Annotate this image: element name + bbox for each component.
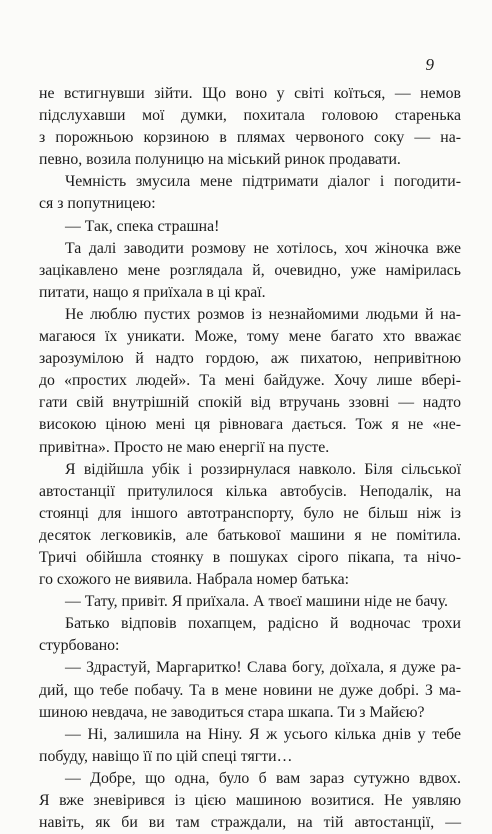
text-line: магаюся їх уникати. Може, тому мене багато хто вважає [39,328,461,346]
paragraph [39,459,461,592]
paragraph [39,591,461,613]
text-line: десяток легковиків, але батькової машини я не помітила. [39,526,461,544]
text-line: зарозумілою й надто гордою, аж пихатою, непривітною [39,350,461,368]
text-line: автостанції притулилося кілька автобусів. Неподалік, на [39,482,461,500]
text-line: Я вже зневірився із цією машиною возитися. Не уявляю [39,792,461,809]
text-line: Я відійшла убік і роззирнулася навколо. Біля сільської [65,460,461,478]
text-line: привітна». Просто не маю енергії на пусте. [39,438,330,456]
page-number: 9 [425,55,434,74]
text-body [39,83,461,834]
text-line: до «простих людей». Та мені байдуже. Хочу лише вбері- [39,372,461,390]
paragraph [39,238,461,304]
paragraph [39,768,461,834]
text-line: — Ні, залишила на Ніну. Я ж усього кілька днів у тебе [65,725,461,743]
text-line: стурбовано: [39,637,120,655]
text-line: навіть, як би ви там страждали, на тій автостанції, — [39,814,461,832]
text-line: високою ціною мені ця рівновага дається. Тож я не «не- [39,416,461,434]
text-line: — Так, спека страшна! [65,217,220,235]
paragraph [39,724,461,768]
paragraph [39,613,461,657]
text-line: не встигнувши зійти. Що воно у світі коїться, — немов [39,85,461,102]
paragraph [39,83,461,171]
text-line: з порожньою корзиною в плямах червоного соку — на- [39,129,461,147]
text-line: підслухавши мої думки, похитала головою старенька [39,107,461,125]
text-line: дий, що тебе побачу. Та в мене новини не дуже добрі. З ма- [39,681,461,699]
text-line: Та далі заводити розмову не хотілось, хоч жіночка вже [65,239,461,257]
text-line: питати, нащо я приїхала в ці краї. [39,283,266,301]
text-line: Тричі обійшла стоянку в пошуках сірого пікапа, та нічо- [39,548,461,566]
text-line: стоянці для іншого автотранспорту, було не більш ніж із [39,504,461,522]
text-line: Батько відповів похапцем, радісно й водночас трохи [65,615,461,633]
paragraph [39,304,461,459]
text-line: Не люблю пустих розмов із незнайомими людьми й на- [65,305,461,323]
text-line: го схожого не виявила. Набрала номер батька: [39,571,350,589]
text-line: — Здрастуй, Маргаритко! Слава богу, доїхала, я дуже ра- [65,659,461,677]
text-line: шиною невдача, не заводиться стара шкапа. Ти з Майєю? [39,703,425,721]
text-line: зацікавлено мене розглядала й, очевидно, уже намірилась [39,261,461,279]
paragraph [39,216,461,238]
text-line: певно, возила полуницю на міський ринок продавати. [39,151,401,169]
text-line: Чемність змусила мене підтримати діалог і погодити- [65,173,461,191]
text-line: ся з попутницею: [39,195,156,213]
text-line: гати свій внутрішній спокій від втручань ззовні — надто [39,394,461,412]
paragraph [39,171,461,215]
text-line: побуду, навіщо її по цій спеці тягти… [39,747,293,765]
paragraph [39,657,461,723]
text-line: — Тату, привіт. Я приїхала. А твоєї машини ніде не бачу. [65,593,448,611]
text-line: — Добре, що одна, було б вам зараз сутужно вдвох. [65,769,461,787]
